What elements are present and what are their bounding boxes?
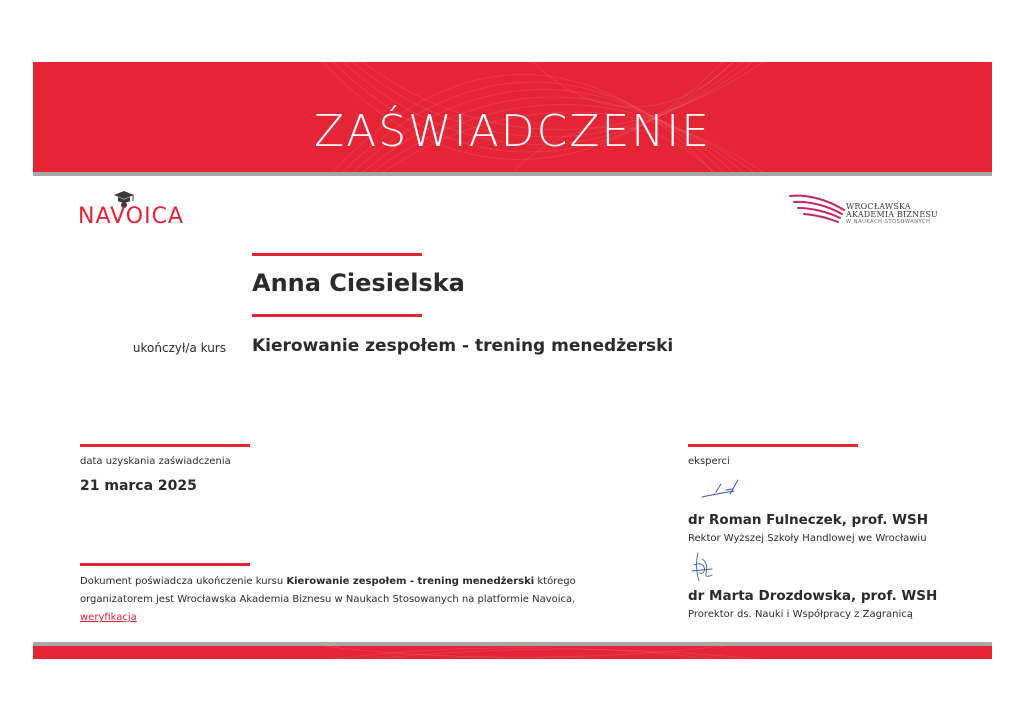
header-gray-stripe (33, 172, 992, 176)
expert-role-2: Prorektor ds. Nauki i Współpracy z Zagranicą (688, 609, 913, 620)
description-suffix: którego organizatorem jest Wrocławska Akademia Biznesu w Naukach Stosowanych na platformie Navoica, (80, 576, 576, 605)
date-label: data uzyskania zaświadczenia (80, 456, 231, 467)
description-course: Kierowanie zespołem - trening menedżerski (286, 576, 535, 587)
navoica-logo-text: NAVOICA (78, 204, 184, 229)
footer-wave-pattern (33, 646, 992, 659)
institution-logo (788, 190, 948, 230)
expert-role-1: Rektor Wyższej Szkoły Handlowej we Wrocławiu (688, 533, 927, 544)
wing-icon (788, 190, 848, 228)
signature-1 (700, 478, 744, 500)
certificate-title: ZAŚWIADCZENIE (314, 106, 711, 157)
institution-logo-line2: AKADEMIA BIZNESU (846, 210, 938, 219)
document-description (80, 573, 600, 627)
date-rule (80, 444, 250, 447)
course-name: Kierowanie zespołem - trening menedżerski (252, 336, 674, 356)
footer-band (33, 646, 992, 659)
institution-logo-line1: WROCŁAWSKA (846, 202, 911, 211)
signature-2 (690, 551, 718, 583)
name-bottom-rule (252, 314, 422, 317)
experts-label: eksperci (688, 456, 730, 467)
recipient-name: Anna Ciesielska (252, 269, 465, 297)
expert-name-2: dr Marta Drozdowska, prof. WSH (688, 588, 938, 604)
experts-rule (688, 444, 858, 447)
name-top-rule (252, 253, 422, 256)
verification-link[interactable]: weryfikacja (80, 612, 137, 623)
completed-label: ukończył/a kurs (132, 341, 226, 355)
header-band (33, 62, 992, 172)
description-rule (80, 563, 250, 566)
expert-name-1: dr Roman Fulneczek, prof. WSH (688, 512, 929, 528)
description-prefix: Dokument poświadcza ukończenie kursu (80, 576, 287, 587)
date-value: 21 marca 2025 (80, 478, 197, 494)
navoica-logo (78, 190, 208, 230)
institution-logo-line3: W NAUKACH STOSOWANYCH (846, 219, 931, 225)
